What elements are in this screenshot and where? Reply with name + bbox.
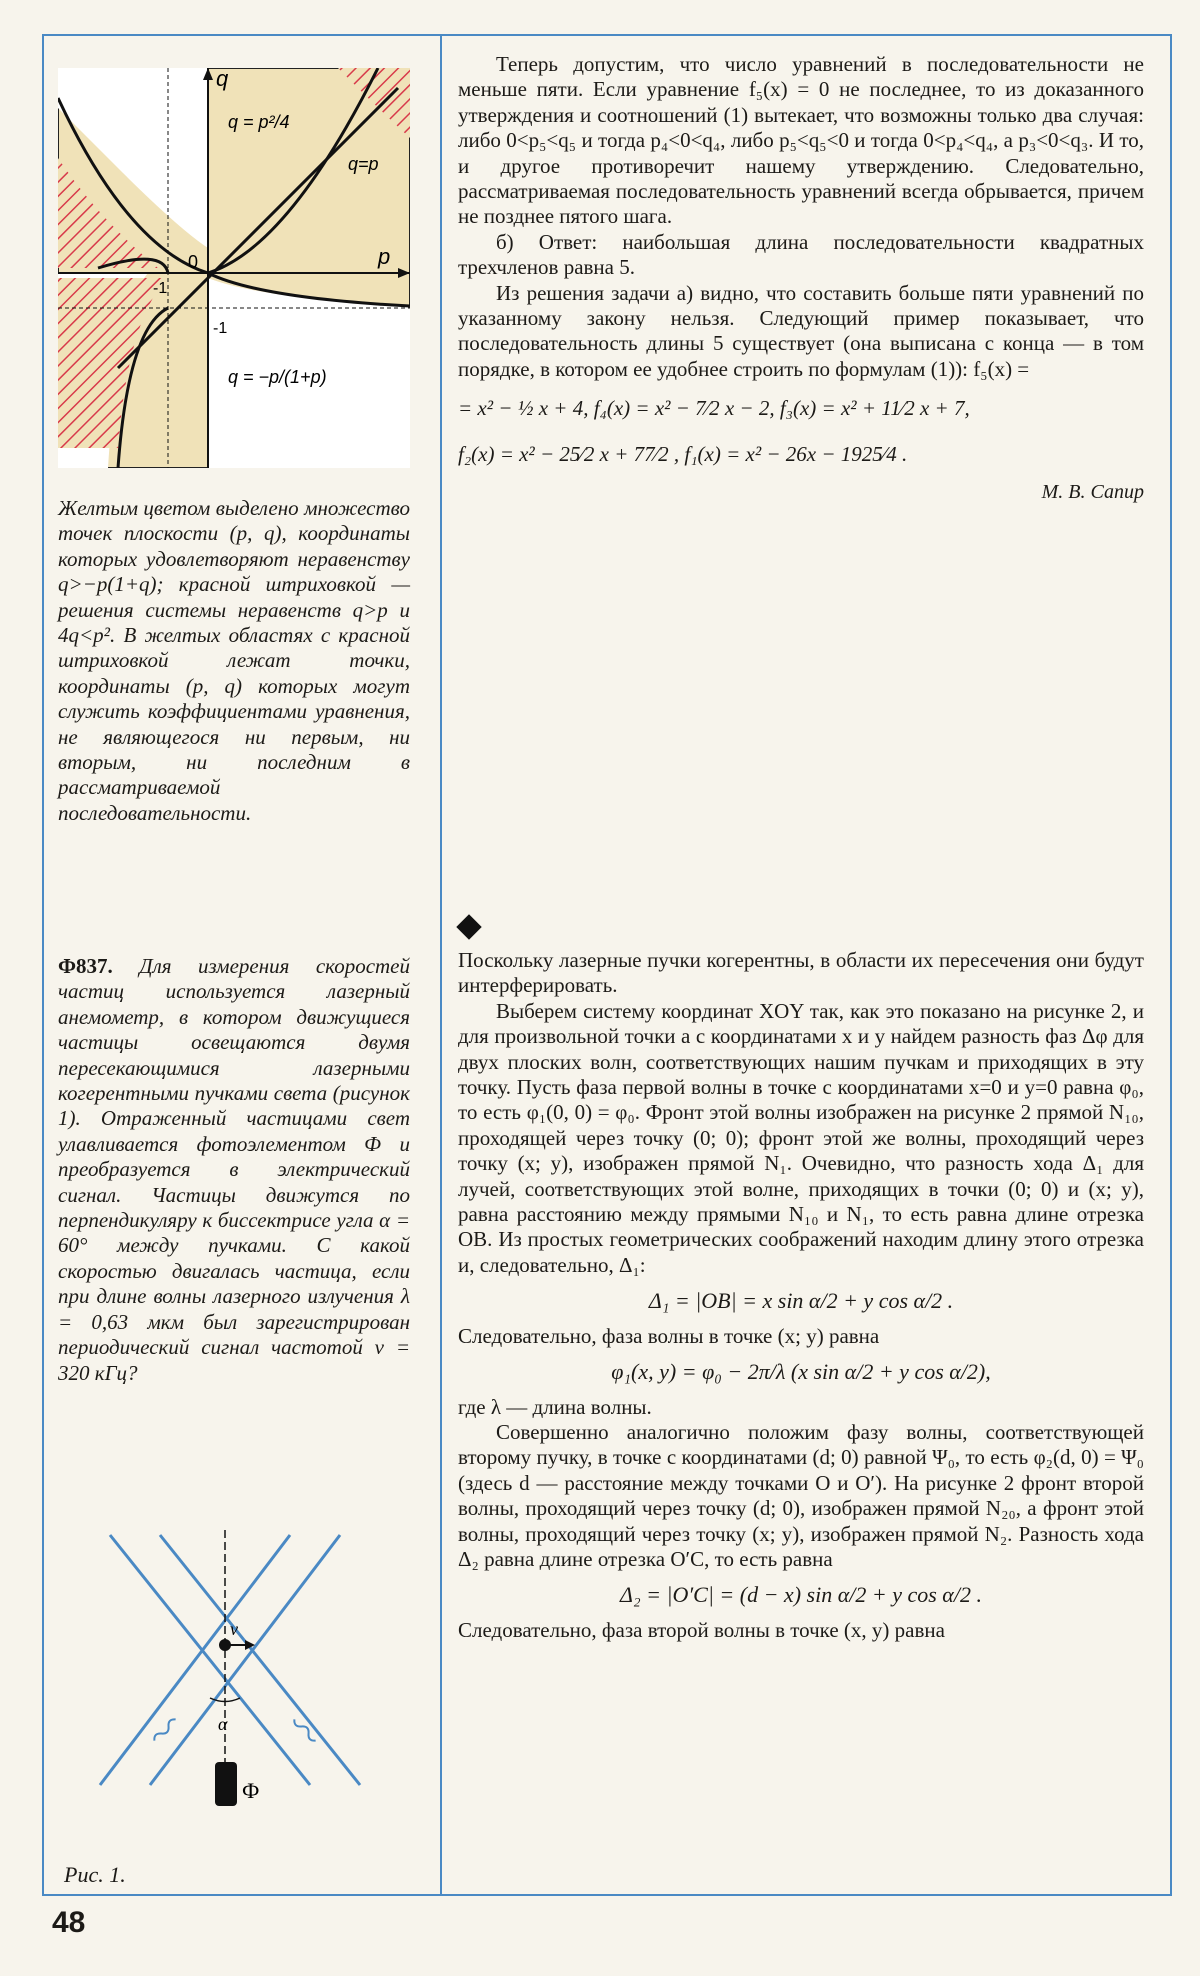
graph-caption: Желтым цветом выделено множество точек плоскости (p, q), координаты которых удовлетворяют неравенству q>−p(1+q); красной штриховкой — решения системы неравенств q>p и 4q<p². В желтых областях с красной штриховкой лежат точки, координаты (p, q) которых могут служить коэффициентами уравнения, не являющегося ни первым, ни вторым, ни последним в рассматриваемой последовательности. xyxy=(58,496,410,825)
paragraph-2: б) Ответ: наибольшая длина последовательности квадратных трехчленов равна 5. xyxy=(458,229,1144,280)
phi-label: Ф xyxy=(242,1778,260,1803)
figure-1-caption: Рис. 1. xyxy=(64,1862,126,1887)
minus-one-y-label: -1 xyxy=(213,320,228,337)
solution-p4: где λ — длина волны. xyxy=(458,1394,652,1419)
solution-p2: Выберем систему координат XOY так, как это показано на рисунке 2, и для произвольной точки a с координатами x и y найдем разность фаз Δφ для двух плоских волн, соответствующих нашим пучкам и приходящих в эту точку. Пусть фаза первой волны в точке с координатами x=0 и y=0 равна φ₀, то есть φ₁(0, 0) = φ₀. Фронт этой волны изображен на рисунке 2 прямой N₁₀, проходящей через точку (0; 0); фронт этой же волны, проходящий через точку (x; y), изображен прямой N₁. Очевидно, что разность хода Δ₁ для лучей, соответствующих этой волне, приходящих в точки (0; 0) и (x; y), равна расстоянию между прямыми N₁₀ и N₁, то есть равна длине отрезка OB. Из простых геометрических соображений находим длину этого отрезка и, следовательно, Δ₁: xyxy=(458,998,1144,1277)
solution-block xyxy=(458,948,1144,1643)
signature: М. В. Сапир xyxy=(1041,481,1144,504)
alpha-label: α xyxy=(218,1714,228,1734)
problem-text: Для измерения скоростей частиц используется лазерный анемометр, в котором движущиеся частицы освещаются двумя пересекающимися лазерными когерентными пучками света (рисунок 1). Отраженный частицами свет улавливается фотоэлементом Ф и преобразуется в электрический сигнал. Частицы движутся по перпендикуляру к биссектрисе угла α = 60° между пучками. С какой скоростью двигалась частица, если при длине волны лазерного излучения λ = 0,63 мкм был зарегистрирован периодический сигнал частотой ν = 320 кГц? xyxy=(58,954,411,1385)
inequality-graph xyxy=(58,68,410,468)
problem-block xyxy=(58,954,410,1386)
paragraph-1: Теперь допустим, что число уравнений в последовательности не меньше пяти. Если уравнение f₅(x) = 0 не последнее, то из доказанного утверждения и соотношений (1) вытекает, что возможны только два случая: либо 0<p₅<q₅ и тогда p₄<0<q₄, либо p₅<q₅<0 и тогда 0<p₄<q₄, а p₃<0<q₃. И то, и другое противоречит нашему утверждению. Следовательно, рассматриваемая последовательность уравнений всегда обрывается, причем не позднее пятого шага. xyxy=(458,52,1144,229)
photocell xyxy=(215,1762,237,1806)
parabola-label: q = p²/4 xyxy=(228,112,290,132)
solution-p3: Следовательно, фаза волны в точке (x; y) равна xyxy=(458,1323,880,1348)
v-label: v xyxy=(230,1619,238,1639)
hyperbola-label: q = −p/(1+p) xyxy=(228,367,327,387)
right-column-top xyxy=(458,52,1144,506)
axis-p-label: p xyxy=(378,244,391,269)
formula-line-1: = x² − ½ x + 4, f₄(x) = x² − 7⁄2 x − 2, f₃(x) = x² + 11⁄2 x + 7, xyxy=(458,396,970,421)
axis-q-label: q xyxy=(216,68,229,91)
solution-p6: Следовательно, фаза второй волны в точке (x, y) равна xyxy=(458,1617,945,1642)
column-divider xyxy=(440,34,442,1896)
page-number: 48 xyxy=(52,1906,86,1939)
origin-label: 0 xyxy=(188,252,199,272)
equation-3: Δ₂ = |O′C| = (d − x) sin α/2 + y cos α/2 . xyxy=(620,1582,982,1608)
paragraph-3: Из решения задачи а) видно, что составить больше пяти уравнений по указанному закону нельзя. Следующий пример показывает, что последовательность длины 5 существует (она выписана с конца — в том порядке, в котором ее удобнее строить по формулам (1)): f₅(x) = xyxy=(458,280,1144,381)
formula-line-2: f₂(x) = x² − 25⁄2 x + 77⁄2 , f₁(x) = x² − 26x − 1925⁄4 . xyxy=(458,442,908,467)
problem-label: Ф837. xyxy=(58,954,113,978)
figure-1-diagram xyxy=(90,1530,410,1830)
minus-one-x-label: -1 xyxy=(153,280,168,297)
solution-p1: Поскольку лазерные пучки когерентны, в области их пересечения они будут интерферировать. xyxy=(458,948,1144,998)
line-label: q=p xyxy=(348,154,379,174)
equation-2: φ₁(x, y) = φ₀ − 2π/λ (x sin α/2 + y cos α/2), xyxy=(611,1359,991,1385)
equation-1: Δ₁ = |OB| = x sin α/2 + y cos α/2 . xyxy=(648,1288,954,1314)
solution-p5: Совершенно аналогично положим фазу волны, соответствующей второму пучку, в точке с координатами (d; 0) равной Ψ₀, то есть φ₂(d, 0) = Ψ₀ (здесь d — расстояние между точками O и O′). На рисунке 2 фронт второй волны, проходящий через точку (d; 0), изображен прямой N₂₀, а фронт этой волны, проходящий через точку (x; y), изображен прямой N₂. Разность хода Δ₂ равна длине отрезка O′C, то есть равна xyxy=(458,1419,1144,1571)
